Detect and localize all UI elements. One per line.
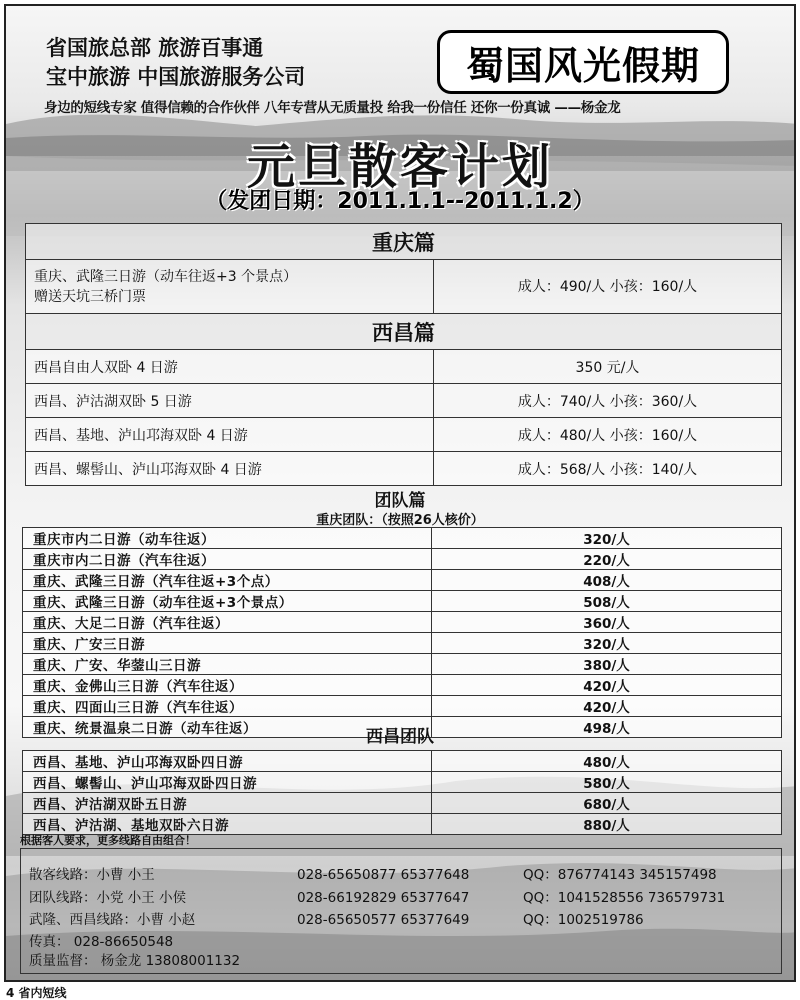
table-row [26, 452, 782, 486]
xichang-heading: 西昌篇 [26, 314, 782, 350]
slogan: 身边的短线专家 值得信赖的合作伙伴 八年专营从无质量投 给我一份信任 还你一份真诚 ——杨金龙 [44, 100, 621, 116]
route-cell: 西昌、螺髻山、泸山邛海双卧 4 日游 [26, 452, 434, 486]
price-cell: 408/人 [432, 570, 782, 591]
route-cell: 西昌、泸沽湖双卧五日游 [23, 793, 432, 814]
route-cell: 西昌、基地、泸山邛海双卧四日游 [23, 751, 432, 772]
table-row [23, 696, 782, 717]
contact-row-team [29, 886, 725, 906]
fax-line: 传真： 028-86650548 [29, 934, 174, 950]
table-row [26, 260, 782, 314]
route-cell: 重庆市内二日游（动车往返） [23, 528, 432, 549]
section-header-row [26, 224, 782, 260]
quality-supervisor-line: 质量监督： 杨金龙 13808001132 [29, 953, 241, 969]
contact-phone: 028-66192829 65377647 [297, 890, 470, 906]
page-footer: 4 省内短线 [6, 986, 67, 1000]
route-line-1: 重庆、武隆三日游（动车往返+3 个景点） [34, 268, 298, 285]
route-cell: 重庆、武隆三日游（汽车往返+3个点） [23, 570, 432, 591]
price-cell: 360/人 [432, 612, 782, 633]
contact-qq: QQ：876774143 345157498 [523, 867, 717, 883]
table-row [23, 772, 782, 793]
route-cell [26, 260, 434, 314]
brand-logo: 蜀国风光假期 [437, 30, 729, 94]
agency-block [46, 34, 305, 92]
route-cell: 重庆、广安、华蓥山三日游 [23, 654, 432, 675]
table-row [23, 549, 782, 570]
price-cell: 成人：740/人 小孩：360/人 [434, 384, 782, 418]
price-cell: 680/人 [432, 793, 782, 814]
route-cell: 西昌、螺髻山、泸山邛海双卧四日游 [23, 772, 432, 793]
table-row [23, 751, 782, 772]
route-line-2: 赠送天坑三桥门票 [34, 288, 146, 305]
price-cell: 580/人 [432, 772, 782, 793]
table-row [23, 654, 782, 675]
table-row [23, 591, 782, 612]
team-subheading: 重庆团队：（按照26人核价） [316, 513, 484, 528]
xichang-team-heading: 西昌团队 [366, 727, 434, 747]
contact-label: 武隆、西昌线路：小曹 小赵 [29, 912, 196, 928]
contact-box [20, 848, 782, 974]
route-cell: 西昌、泸沽湖、基地双卧六日游 [23, 814, 432, 835]
table-row [26, 418, 782, 452]
table-row [23, 528, 782, 549]
section-header-row [26, 314, 782, 350]
route-cell: 西昌、基地、泸山邛海双卧 4 日游 [26, 418, 434, 452]
price-cell: 成人：480/人 小孩：160/人 [434, 418, 782, 452]
route-cell: 重庆、四面山三日游（汽车往返） [23, 696, 432, 717]
table-row [23, 570, 782, 591]
page-title: 元旦散客计划 [246, 139, 553, 195]
price-cell: 380/人 [432, 654, 782, 675]
price-cell: 220/人 [432, 549, 782, 570]
individual-tours-table [25, 223, 782, 486]
price-cell: 成人：490/人 小孩：160/人 [434, 260, 782, 314]
table-row [23, 675, 782, 696]
price-cell: 498/人 [432, 717, 782, 738]
xichang-team-table [22, 750, 782, 835]
contact-phone: 028-65650577 65377649 [297, 912, 470, 928]
table-row [23, 793, 782, 814]
price-cell: 420/人 [432, 675, 782, 696]
contact-qq: QQ：1041528556 736579731 [523, 890, 726, 906]
contact-label: 团队线路：小党 小王 小侯 [29, 890, 187, 906]
table-row [26, 384, 782, 418]
route-cell: 重庆、统景温泉二日游（动车往返） [23, 717, 432, 738]
agency-line-1: 省国旅总部 旅游百事通 [46, 36, 264, 60]
chongqing-team-table [22, 527, 782, 738]
price-cell: 508/人 [432, 591, 782, 612]
custom-route-note: 根据客人要求，更多线路自由组合！ [20, 834, 196, 847]
route-cell: 重庆、广安三日游 [23, 633, 432, 654]
agency-line-2: 宝中旅游 中国旅游服务公司 [46, 65, 306, 89]
contact-label: 散客线路：小曹 小王 [29, 867, 155, 883]
contact-row-wulong-xichang [29, 908, 644, 928]
route-cell: 重庆、大足二日游（汽车往返） [23, 612, 432, 633]
price-cell: 880/人 [432, 814, 782, 835]
table-row [26, 350, 782, 384]
contact-phone: 028-65650877 65377648 [297, 867, 470, 883]
route-cell: 重庆、武隆三日游（动车往返+3个景点） [23, 591, 432, 612]
contact-qq: QQ：1002519786 [523, 912, 644, 928]
table-row [23, 633, 782, 654]
price-cell: 350 元/人 [434, 350, 782, 384]
table-row [23, 612, 782, 633]
chongqing-heading: 重庆篇 [26, 224, 782, 260]
route-cell: 西昌自由人双卧 4 日游 [26, 350, 434, 384]
price-cell: 420/人 [432, 696, 782, 717]
route-cell: 重庆、金佛山三日游（汽车往返） [23, 675, 432, 696]
price-cell: 成人：568/人 小孩：140/人 [434, 452, 782, 486]
price-cell: 320/人 [432, 633, 782, 654]
departure-date: （发团日期：2011.1.1--2011.1.2） [205, 189, 595, 214]
price-cell: 320/人 [432, 528, 782, 549]
route-cell: 重庆市内二日游（汽车往返） [23, 549, 432, 570]
contact-row-individual [29, 863, 717, 883]
route-cell: 西昌、泸沽湖双卧 5 日游 [26, 384, 434, 418]
team-heading: 团队篇 [374, 491, 426, 511]
price-cell: 480/人 [432, 751, 782, 772]
